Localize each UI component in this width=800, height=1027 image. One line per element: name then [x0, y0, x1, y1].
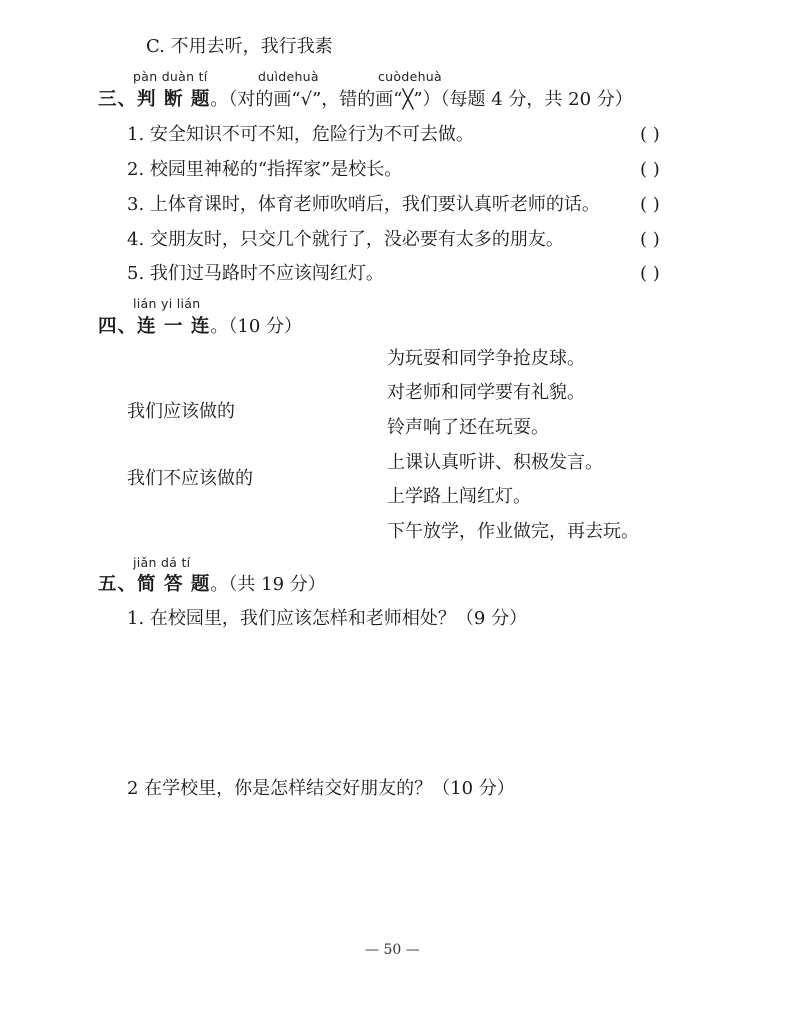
- section5-title: 简 答 题: [137, 574, 211, 595]
- section3-number: 三、: [98, 89, 138, 110]
- tf-answer-blank-1[interactable]: ( ): [640, 124, 660, 145]
- section5-title-pinyin: jiǎn dá tí: [133, 555, 191, 570]
- short-answer-question-2: 2 在学校里，你是怎样结交好朋友的？（10 分）: [127, 778, 515, 799]
- tf-item-1: 1. 安全知识不可不知，危险行为不可去做。: [127, 124, 474, 145]
- section4-instructions: 。（10 分）: [210, 316, 303, 337]
- tf-item-4: 4. 交朋友时，只交几个就行了，没必要有太多的朋友。: [127, 229, 564, 250]
- match-left-should[interactable]: 我们应该做的: [127, 401, 235, 422]
- section3-instructions: 。（对的画“√”，错的画“╳”）（每题 4 分，共 20 分）: [210, 89, 633, 110]
- tf-answer-blank-5[interactable]: ( ): [640, 263, 660, 284]
- match-right-item-6[interactable]: 下午放学，作业做完，再去玩。: [387, 521, 639, 542]
- section3-wrong-pinyin: cuòdehuà: [378, 69, 442, 84]
- section5-heading: [98, 573, 326, 597]
- match-left-should-not[interactable]: 我们不应该做的: [127, 468, 253, 489]
- match-right-item-2[interactable]: 对老师和同学要有礼貌。: [387, 382, 585, 403]
- section5-instructions: 。（共 19 分）: [210, 574, 326, 595]
- section4-title: 连 一 连: [137, 316, 211, 337]
- section3-heading: [98, 88, 633, 112]
- section3-correct-pinyin: duìdehuà: [258, 69, 319, 84]
- section4-number: 四、: [98, 316, 138, 337]
- match-right-item-3[interactable]: 铃声响了还在玩耍。: [387, 417, 549, 438]
- page-number: — 50 —: [365, 942, 420, 958]
- answer-area-2[interactable]: [127, 810, 687, 930]
- section3-title: 判 断 题: [137, 89, 211, 110]
- section4-title-pinyin: lián yi lián: [133, 296, 201, 311]
- previous-option-c: C. 不用去听，我行我素: [146, 36, 333, 57]
- answer-area-1[interactable]: [127, 640, 687, 760]
- tf-answer-blank-4[interactable]: ( ): [640, 229, 660, 250]
- tf-item-3: 3. 上体育课时，体育老师吹哨后，我们要认真听老师的话。: [127, 194, 600, 215]
- tf-answer-blank-3[interactable]: ( ): [640, 194, 660, 215]
- tf-item-5: 5. 我们过马路时不应该闯红灯。: [127, 263, 384, 284]
- section4-heading: [98, 315, 302, 339]
- short-answer-question-1: 1. 在校园里，我们应该怎样和老师相处？（9 分）: [127, 608, 528, 629]
- match-right-item-5[interactable]: 上学路上闯红灯。: [387, 486, 531, 507]
- section5-number: 五、: [98, 574, 138, 595]
- tf-item-2: 2. 校园里神秘的“指挥家”是校长。: [127, 159, 403, 180]
- match-right-item-1[interactable]: 为玩耍和同学争抢皮球。: [387, 348, 585, 369]
- section3-title-pinyin: pàn duàn tí: [133, 69, 208, 84]
- match-right-item-4[interactable]: 上课认真听讲、积极发言。: [387, 452, 603, 473]
- tf-answer-blank-2[interactable]: ( ): [640, 159, 660, 180]
